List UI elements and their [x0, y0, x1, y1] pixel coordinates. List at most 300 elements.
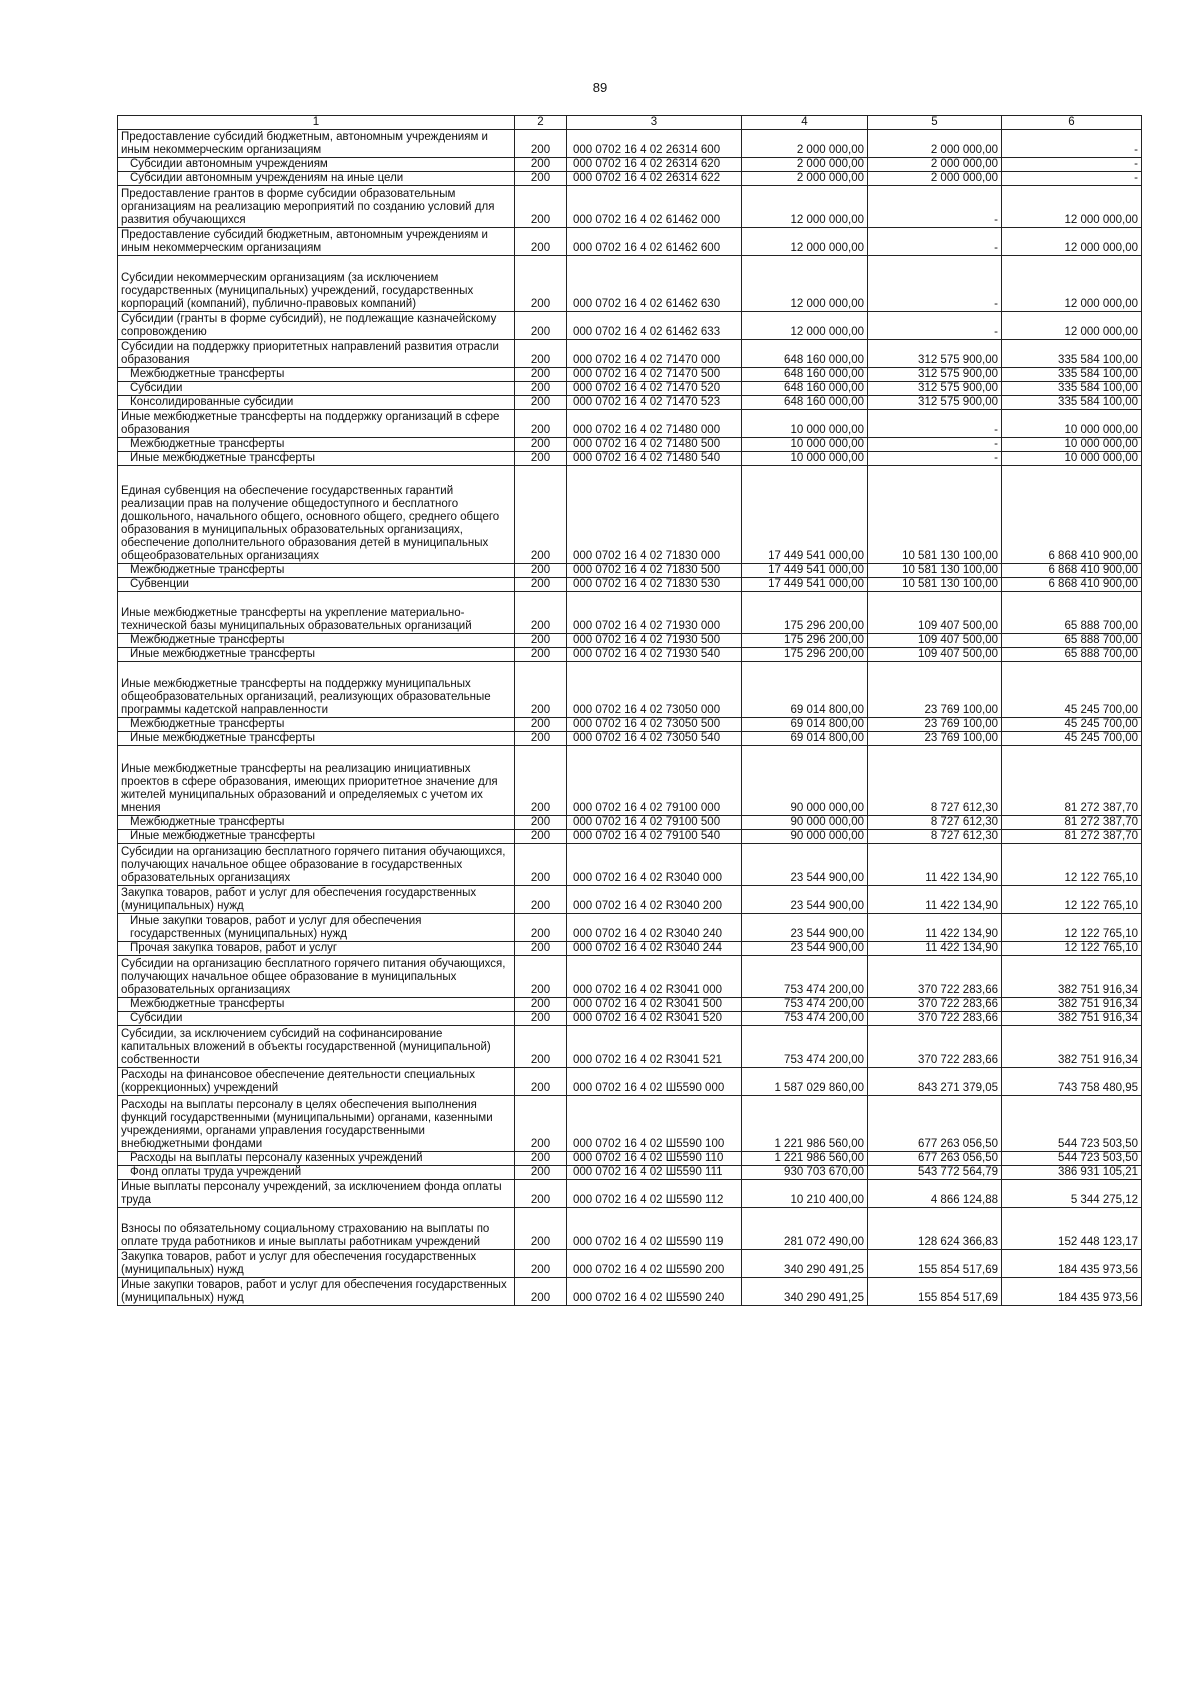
budget-classification-code: 000 0702 16 4 02 71480 000	[567, 410, 742, 438]
amount-column-4: 23 544 900,00	[742, 886, 868, 914]
table-row	[118, 634, 1142, 648]
column-header: 5	[868, 116, 1002, 130]
row-column-2: 200	[515, 998, 567, 1012]
amount-column-5: 370 722 283,66	[868, 956, 1002, 998]
amount-column-6: 544 723 503,50	[1002, 1096, 1142, 1152]
page-number: 89	[592, 80, 608, 95]
budget-classification-code: 000 0702 16 4 02 R3041 500	[567, 998, 742, 1012]
amount-column-4: 175 296 200,00	[742, 634, 868, 648]
row-name: Предоставление субсидий бюджетным, автономным учреждениям и иным некоммерческим организациям	[118, 228, 515, 256]
amount-column-6: 12 122 765,10	[1002, 914, 1142, 942]
row-name: Субсидии на поддержку приоритетных направлений развития отрасли образования	[118, 340, 515, 368]
row-name: Иные межбюджетные трансферты	[118, 830, 515, 844]
row-name: Субсидии автономным учреждениям на иные цели	[118, 172, 515, 186]
budget-classification-code: 000 0702 16 4 02 73050 540	[567, 732, 742, 746]
amount-column-4: 2 000 000,00	[742, 172, 868, 186]
amount-column-4: 69 014 800,00	[742, 718, 868, 732]
row-column-2: 200	[515, 634, 567, 648]
amount-column-6: 335 584 100,00	[1002, 340, 1142, 368]
amount-column-6: 12 122 765,10	[1002, 942, 1142, 956]
budget-classification-code: 000 0702 16 4 02 79100 500	[567, 816, 742, 830]
row-column-2: 200	[515, 956, 567, 998]
amount-column-5: 11 422 134,90	[868, 914, 1002, 942]
amount-column-5: -	[868, 186, 1002, 228]
amount-column-6: 382 751 916,34	[1002, 956, 1142, 998]
amount-column-4: 12 000 000,00	[742, 186, 868, 228]
table-row	[118, 1096, 1142, 1152]
amount-column-5: 8 727 612,30	[868, 746, 1002, 816]
amount-column-6: 6 868 410 900,00	[1002, 466, 1142, 564]
amount-column-6: 65 888 700,00	[1002, 648, 1142, 662]
amount-column-5: -	[868, 256, 1002, 312]
amount-column-4: 10 210 400,00	[742, 1180, 868, 1208]
budget-classification-code: 000 0702 16 4 02 71470 000	[567, 340, 742, 368]
table-row	[118, 830, 1142, 844]
table-row	[118, 564, 1142, 578]
amount-column-4: 90 000 000,00	[742, 746, 868, 816]
budget-classification-code: 000 0702 16 4 02 71830 000	[567, 466, 742, 564]
amount-column-5: 543 772 564,79	[868, 1166, 1002, 1180]
amount-column-4: 648 160 000,00	[742, 382, 868, 396]
amount-column-4: 753 474 200,00	[742, 998, 868, 1012]
amount-column-4: 23 544 900,00	[742, 844, 868, 886]
row-name: Иные закупки товаров, работ и услуг для обеспечения государственных (муниципальных) нужд	[118, 914, 515, 942]
row-column-2: 200	[515, 1152, 567, 1166]
table-row	[118, 578, 1142, 592]
amount-column-6: 6 868 410 900,00	[1002, 564, 1142, 578]
amount-column-6: 12 122 765,10	[1002, 886, 1142, 914]
amount-column-6: 335 584 100,00	[1002, 382, 1142, 396]
row-column-2: 200	[515, 340, 567, 368]
amount-column-6: 12 122 765,10	[1002, 844, 1142, 886]
row-column-2: 200	[515, 1166, 567, 1180]
budget-classification-code: 000 0702 16 4 02 61462 600	[567, 228, 742, 256]
table-row	[118, 1012, 1142, 1026]
amount-column-4: 12 000 000,00	[742, 256, 868, 312]
amount-column-5: 10 581 130 100,00	[868, 578, 1002, 592]
amount-column-4: 17 449 541 000,00	[742, 578, 868, 592]
row-column-2: 200	[515, 1068, 567, 1096]
budget-classification-code: 000 0702 16 4 02 26314 600	[567, 130, 742, 158]
amount-column-5: 23 769 100,00	[868, 732, 1002, 746]
table-row	[118, 1278, 1142, 1306]
row-column-2: 200	[515, 1208, 567, 1250]
row-name: Фонд оплаты труда учреждений	[118, 1166, 515, 1180]
column-header: 4	[742, 116, 868, 130]
amount-column-6: 5 344 275,12	[1002, 1180, 1142, 1208]
budget-table	[117, 115, 1142, 1306]
row-name: Прочая закупка товаров, работ и услуг	[118, 942, 515, 956]
row-name: Взносы по обязательному социальному страхованию на выплаты по оплате труда работников и иные выплаты работникам учреждений	[118, 1208, 515, 1250]
amount-column-5: 677 263 056,50	[868, 1152, 1002, 1166]
row-column-2: 200	[515, 1278, 567, 1306]
row-name: Субвенции	[118, 578, 515, 592]
amount-column-4: 753 474 200,00	[742, 1012, 868, 1026]
row-column-2: 200	[515, 746, 567, 816]
row-name: Межбюджетные трансферты	[118, 718, 515, 732]
amount-column-6: 10 000 000,00	[1002, 452, 1142, 466]
row-column-2: 200	[515, 172, 567, 186]
row-column-2: 200	[515, 1250, 567, 1278]
budget-classification-code: 000 0702 16 4 02 71470 523	[567, 396, 742, 410]
amount-column-6: 12 000 000,00	[1002, 186, 1142, 228]
budget-classification-code: 000 0702 16 4 02 71470 500	[567, 368, 742, 382]
table-row	[118, 592, 1142, 634]
row-column-2: 200	[515, 732, 567, 746]
amount-column-5: 155 854 517,69	[868, 1278, 1002, 1306]
row-column-2: 200	[515, 564, 567, 578]
amount-column-6: 335 584 100,00	[1002, 396, 1142, 410]
amount-column-6: 386 931 105,21	[1002, 1166, 1142, 1180]
budget-classification-code: 000 0702 16 4 02 R3041 000	[567, 956, 742, 998]
table-row	[118, 1152, 1142, 1166]
table-row	[118, 410, 1142, 438]
amount-column-4: 2 000 000,00	[742, 158, 868, 172]
amount-column-4: 69 014 800,00	[742, 732, 868, 746]
amount-column-6: 6 868 410 900,00	[1002, 578, 1142, 592]
row-name: Межбюджетные трансферты	[118, 368, 515, 382]
amount-column-6: 45 245 700,00	[1002, 718, 1142, 732]
amount-column-5: 11 422 134,90	[868, 942, 1002, 956]
row-name: Межбюджетные трансферты	[118, 634, 515, 648]
row-column-2: 200	[515, 186, 567, 228]
row-name: Иные межбюджетные трансферты	[118, 648, 515, 662]
amount-column-4: 175 296 200,00	[742, 592, 868, 634]
table-row	[118, 1250, 1142, 1278]
row-name: Субсидии на организацию бесплатного горячего питания обучающихся, получающих начальное общее образование в муниципальных образовательных организациях	[118, 956, 515, 998]
row-column-2: 200	[515, 592, 567, 634]
table-row	[118, 396, 1142, 410]
table-row	[118, 886, 1142, 914]
amount-column-4: 340 290 491,25	[742, 1250, 868, 1278]
budget-classification-code: 000 0702 16 4 02 79100 540	[567, 830, 742, 844]
amount-column-5: 128 624 366,83	[868, 1208, 1002, 1250]
budget-classification-code: 000 0702 16 4 02 R3040 000	[567, 844, 742, 886]
row-name: Расходы на финансовое обеспечение деятельности специальных (коррекционных) учреждений	[118, 1068, 515, 1096]
amount-column-5: 312 575 900,00	[868, 368, 1002, 382]
amount-column-4: 12 000 000,00	[742, 312, 868, 340]
amount-column-5: 2 000 000,00	[868, 172, 1002, 186]
row-name: Субсидии	[118, 382, 515, 396]
row-name: Субсидии на организацию бесплатного горячего питания обучающихся, получающих начальное общее образование в государственных образовательных организациях	[118, 844, 515, 886]
row-name: Субсидии, за исключением субсидий на софинансирование капитальных вложений в объекты государственной (муниципальной) собственности	[118, 1026, 515, 1068]
amount-column-4: 1 221 986 560,00	[742, 1152, 868, 1166]
amount-column-5: 10 581 130 100,00	[868, 466, 1002, 564]
table-row	[118, 1180, 1142, 1208]
amount-column-4: 1 587 029 860,00	[742, 1068, 868, 1096]
amount-column-4: 753 474 200,00	[742, 1026, 868, 1068]
row-name: Субсидии (гранты в форме субсидий), не подлежащие казначейскому сопровождению	[118, 312, 515, 340]
table-row	[118, 256, 1142, 312]
budget-classification-code: 000 0702 16 4 02 Ш5590 112	[567, 1180, 742, 1208]
amount-column-6: 184 435 973,56	[1002, 1278, 1142, 1306]
amount-column-4: 12 000 000,00	[742, 228, 868, 256]
budget-classification-code: 000 0702 16 4 02 71480 500	[567, 438, 742, 452]
row-column-2: 200	[515, 368, 567, 382]
table-row	[118, 732, 1142, 746]
amount-column-4: 281 072 490,00	[742, 1208, 868, 1250]
row-column-2: 200	[515, 914, 567, 942]
budget-classification-code: 000 0702 16 4 02 79100 000	[567, 746, 742, 816]
row-column-2: 200	[515, 816, 567, 830]
table-row	[118, 312, 1142, 340]
row-name: Иные выплаты персоналу учреждений, за исключением фонда оплаты труда	[118, 1180, 515, 1208]
amount-column-4: 23 544 900,00	[742, 914, 868, 942]
row-column-2: 200	[515, 578, 567, 592]
amount-column-6: 12 000 000,00	[1002, 312, 1142, 340]
row-column-2: 200	[515, 438, 567, 452]
amount-column-5: 370 722 283,66	[868, 998, 1002, 1012]
row-name: Иные межбюджетные трансферты на реализацию инициативных проектов в сфере образования, имеющих приоритетное значение для жителей муниципальных образований и определяемых с учетом их мнения	[118, 746, 515, 816]
budget-classification-code: 000 0702 16 4 02 Ш5590 000	[567, 1068, 742, 1096]
table-row	[118, 438, 1142, 452]
amount-column-6: 382 751 916,34	[1002, 1012, 1142, 1026]
row-name: Иные межбюджетные трансферты	[118, 732, 515, 746]
amount-column-5: 23 769 100,00	[868, 662, 1002, 718]
amount-column-5: 10 581 130 100,00	[868, 564, 1002, 578]
row-column-2: 200	[515, 466, 567, 564]
amount-column-5: 11 422 134,90	[868, 844, 1002, 886]
row-column-2: 200	[515, 648, 567, 662]
row-column-2: 200	[515, 256, 567, 312]
amount-column-6: 152 448 123,17	[1002, 1208, 1142, 1250]
row-column-2: 200	[515, 130, 567, 158]
row-column-2: 200	[515, 830, 567, 844]
row-column-2: 200	[515, 158, 567, 172]
budget-classification-code: 000 0702 16 4 02 R3041 521	[567, 1026, 742, 1068]
amount-column-4: 753 474 200,00	[742, 956, 868, 998]
amount-column-4: 930 703 670,00	[742, 1166, 868, 1180]
row-column-2: 200	[515, 452, 567, 466]
amount-column-5: 370 722 283,66	[868, 1012, 1002, 1026]
amount-column-5: -	[868, 410, 1002, 438]
amount-column-4: 17 449 541 000,00	[742, 564, 868, 578]
amount-column-6: 10 000 000,00	[1002, 410, 1142, 438]
budget-classification-code: 000 0702 16 4 02 71830 530	[567, 578, 742, 592]
row-name: Иные межбюджетные трансферты	[118, 452, 515, 466]
amount-column-5: 312 575 900,00	[868, 340, 1002, 368]
budget-classification-code: 000 0702 16 4 02 Ш5590 119	[567, 1208, 742, 1250]
column-header: 3	[567, 116, 742, 130]
budget-classification-code: 000 0702 16 4 02 R3041 520	[567, 1012, 742, 1026]
row-name: Консолидированные субсидии	[118, 396, 515, 410]
amount-column-5: 677 263 056,50	[868, 1096, 1002, 1152]
budget-classification-code: 000 0702 16 4 02 R3040 240	[567, 914, 742, 942]
row-column-2: 200	[515, 844, 567, 886]
amount-column-4: 648 160 000,00	[742, 396, 868, 410]
amount-column-5: 312 575 900,00	[868, 382, 1002, 396]
amount-column-5: 109 407 500,00	[868, 592, 1002, 634]
row-name: Единая субвенция на обеспечение государственных гарантий реализации прав на получение общедоступного и бесплатного дошкольного, начального общего, основного общего, среднего общего образования в муниципальных образовательных организациях, обеспечение дополнительного образования детей в муниципальных общеобразовательных организациях	[118, 466, 515, 564]
budget-classification-code: 000 0702 16 4 02 71470 520	[567, 382, 742, 396]
table-row	[118, 662, 1142, 718]
amount-column-4: 90 000 000,00	[742, 830, 868, 844]
amount-column-6: 743 758 480,95	[1002, 1068, 1142, 1096]
budget-classification-code: 000 0702 16 4 02 71930 540	[567, 648, 742, 662]
row-name: Иные закупки товаров, работ и услуг для обеспечения государственных (муниципальных) нужд	[118, 1278, 515, 1306]
table-row	[118, 998, 1142, 1012]
amount-column-5: 8 727 612,30	[868, 830, 1002, 844]
amount-column-5: 2 000 000,00	[868, 158, 1002, 172]
amount-column-6: 81 272 387,70	[1002, 816, 1142, 830]
amount-column-5: 4 866 124,88	[868, 1180, 1002, 1208]
row-name: Субсидии	[118, 1012, 515, 1026]
amount-column-6: 12 000 000,00	[1002, 256, 1142, 312]
budget-classification-code: 000 0702 16 4 02 73050 500	[567, 718, 742, 732]
amount-column-4: 648 160 000,00	[742, 368, 868, 382]
row-column-2: 200	[515, 228, 567, 256]
budget-classification-code: 000 0702 16 4 02 Ш5590 100	[567, 1096, 742, 1152]
amount-column-6: -	[1002, 172, 1142, 186]
budget-classification-code: 000 0702 16 4 02 R3040 244	[567, 942, 742, 956]
column-header: 1	[118, 116, 515, 130]
row-column-2: 200	[515, 382, 567, 396]
amount-column-4: 23 544 900,00	[742, 942, 868, 956]
amount-column-6: -	[1002, 158, 1142, 172]
row-name: Субсидии автономным учреждениям	[118, 158, 515, 172]
column-header: 6	[1002, 116, 1142, 130]
amount-column-4: 340 290 491,25	[742, 1278, 868, 1306]
amount-column-5: 370 722 283,66	[868, 1026, 1002, 1068]
row-name: Иные межбюджетные трансферты на поддержку организаций в сфере образования	[118, 410, 515, 438]
row-name: Иные межбюджетные трансферты на укрепление материально-технической базы муниципальных образовательных организаций	[118, 592, 515, 634]
column-header: 2	[515, 116, 567, 130]
budget-classification-code: 000 0702 16 4 02 Ш5590 200	[567, 1250, 742, 1278]
row-column-2: 200	[515, 1180, 567, 1208]
amount-column-4: 90 000 000,00	[742, 816, 868, 830]
amount-column-5: 312 575 900,00	[868, 396, 1002, 410]
table-row	[118, 1068, 1142, 1096]
row-column-2: 200	[515, 942, 567, 956]
amount-column-6: 81 272 387,70	[1002, 830, 1142, 844]
amount-column-6: -	[1002, 130, 1142, 158]
amount-column-5: -	[868, 228, 1002, 256]
table-row	[118, 368, 1142, 382]
budget-classification-code: 000 0702 16 4 02 Ш5590 110	[567, 1152, 742, 1166]
budget-classification-code: 000 0702 16 4 02 71930 000	[567, 592, 742, 634]
table-row	[118, 914, 1142, 942]
table-row	[118, 1166, 1142, 1180]
budget-classification-code: 000 0702 16 4 02 26314 620	[567, 158, 742, 172]
amount-column-4: 17 449 541 000,00	[742, 466, 868, 564]
table-row	[118, 382, 1142, 396]
amount-column-5: -	[868, 452, 1002, 466]
budget-classification-code: 000 0702 16 4 02 R3040 200	[567, 886, 742, 914]
table-row	[118, 172, 1142, 186]
amount-column-5: -	[868, 438, 1002, 452]
table-row	[118, 452, 1142, 466]
table-row	[118, 942, 1142, 956]
budget-classification-code: 000 0702 16 4 02 Ш5590 111	[567, 1166, 742, 1180]
budget-classification-code: 000 0702 16 4 02 71930 500	[567, 634, 742, 648]
amount-column-6: 382 751 916,34	[1002, 998, 1142, 1012]
budget-classification-code: 000 0702 16 4 02 26314 622	[567, 172, 742, 186]
row-column-2: 200	[515, 718, 567, 732]
row-column-2: 200	[515, 886, 567, 914]
budget-classification-code: 000 0702 16 4 02 Ш5590 240	[567, 1278, 742, 1306]
amount-column-4: 2 000 000,00	[742, 130, 868, 158]
amount-column-5: -	[868, 312, 1002, 340]
amount-column-4: 10 000 000,00	[742, 438, 868, 452]
amount-column-5: 109 407 500,00	[868, 648, 1002, 662]
table-row	[118, 186, 1142, 228]
row-name: Предоставление субсидий бюджетным, автономным учреждениям и иным некоммерческим организациям	[118, 130, 515, 158]
amount-column-6: 382 751 916,34	[1002, 1026, 1142, 1068]
row-column-2: 200	[515, 312, 567, 340]
amount-column-4: 10 000 000,00	[742, 452, 868, 466]
row-name: Иные межбюджетные трансферты на поддержку муниципальных общеобразовательных организаций, реализующих образовательные программы кадетской направленности	[118, 662, 515, 718]
amount-column-5: 11 422 134,90	[868, 886, 1002, 914]
row-column-2: 200	[515, 410, 567, 438]
table-row	[118, 956, 1142, 998]
row-name: Субсидии некоммерческим организациям (за исключением государственных (муниципальных) учреждений, государственных корпораций (компаний), публично-правовых компаний)	[118, 256, 515, 312]
budget-classification-code: 000 0702 16 4 02 71480 540	[567, 452, 742, 466]
row-name: Расходы на выплаты персоналу в целях обеспечения выполнения функций государственными (муниципальными) органами, казенными учреждениями, органами управления государственными внебюджетными фондами	[118, 1096, 515, 1152]
row-name: Расходы на выплаты персоналу казенных учреждений	[118, 1152, 515, 1166]
row-name: Межбюджетные трансферты	[118, 816, 515, 830]
row-column-2: 200	[515, 662, 567, 718]
row-name: Межбюджетные трансферты	[118, 564, 515, 578]
budget-classification-code: 000 0702 16 4 02 61462 633	[567, 312, 742, 340]
amount-column-6: 65 888 700,00	[1002, 634, 1142, 648]
table-row	[118, 130, 1142, 158]
amount-column-4: 648 160 000,00	[742, 340, 868, 368]
table-row	[118, 158, 1142, 172]
table-row	[118, 816, 1142, 830]
row-name: Межбюджетные трансферты	[118, 438, 515, 452]
table-header-row	[118, 116, 1142, 130]
row-column-2: 200	[515, 1026, 567, 1068]
amount-column-5: 2 000 000,00	[868, 130, 1002, 158]
budget-classification-code: 000 0702 16 4 02 61462 000	[567, 186, 742, 228]
amount-column-6: 10 000 000,00	[1002, 438, 1142, 452]
table-row	[118, 1026, 1142, 1068]
table-row	[118, 746, 1142, 816]
row-name: Межбюджетные трансферты	[118, 998, 515, 1012]
table-row	[118, 466, 1142, 564]
amount-column-4: 175 296 200,00	[742, 648, 868, 662]
amount-column-5: 155 854 517,69	[868, 1250, 1002, 1278]
table-row	[118, 648, 1142, 662]
amount-column-6: 12 000 000,00	[1002, 228, 1142, 256]
table-row	[118, 718, 1142, 732]
amount-column-6: 65 888 700,00	[1002, 592, 1142, 634]
amount-column-4: 1 221 986 560,00	[742, 1096, 868, 1152]
amount-column-6: 45 245 700,00	[1002, 732, 1142, 746]
amount-column-6: 81 272 387,70	[1002, 746, 1142, 816]
row-column-2: 200	[515, 396, 567, 410]
budget-classification-code: 000 0702 16 4 02 73050 000	[567, 662, 742, 718]
row-name: Закупка товаров, работ и услуг для обеспечения государственных (муниципальных) нужд	[118, 1250, 515, 1278]
table-row	[118, 844, 1142, 886]
amount-column-6: 184 435 973,56	[1002, 1250, 1142, 1278]
row-name: Закупка товаров, работ и услуг для обеспечения государственных (муниципальных) нужд	[118, 886, 515, 914]
amount-column-6: 544 723 503,50	[1002, 1152, 1142, 1166]
amount-column-5: 8 727 612,30	[868, 816, 1002, 830]
row-column-2: 200	[515, 1012, 567, 1026]
table-row	[118, 228, 1142, 256]
row-name: Предоставление грантов в форме субсидии образовательным организациям на реализацию мероприятий по созданию условий для развития обучающихся	[118, 186, 515, 228]
amount-column-5: 23 769 100,00	[868, 718, 1002, 732]
row-column-2: 200	[515, 1096, 567, 1152]
amount-column-5: 109 407 500,00	[868, 634, 1002, 648]
amount-column-4: 10 000 000,00	[742, 410, 868, 438]
table-row	[118, 340, 1142, 368]
amount-column-6: 45 245 700,00	[1002, 662, 1142, 718]
table-row	[118, 1208, 1142, 1250]
amount-column-6: 335 584 100,00	[1002, 368, 1142, 382]
budget-classification-code: 000 0702 16 4 02 61462 630	[567, 256, 742, 312]
